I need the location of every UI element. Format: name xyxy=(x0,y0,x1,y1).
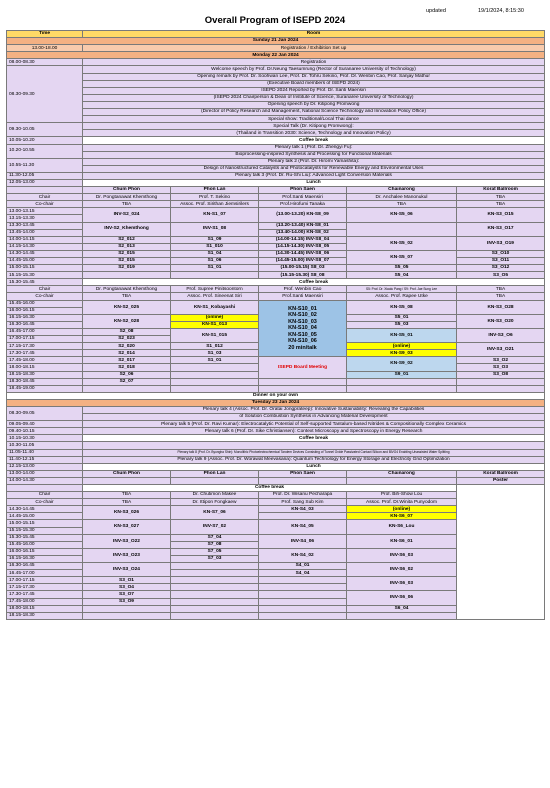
talk-slot: S3_O2 xyxy=(457,357,545,364)
time-cell: 14.00-14.30 xyxy=(7,477,83,484)
talk-slot: INV-S3_O24 xyxy=(83,563,171,577)
talk-duration-note: 20 min/talk xyxy=(288,344,317,351)
talk-slot: S3_O10 xyxy=(457,250,545,257)
online-note: (online) xyxy=(347,506,457,513)
talk-slot: INV-S3_O23 xyxy=(83,548,171,562)
talk-slot: KN-S6_01 xyxy=(347,534,457,548)
talk-slot: S3_O11 xyxy=(457,258,545,265)
time-cell: 18.30-18.45 xyxy=(7,378,83,385)
talk-slot: S2_017 xyxy=(83,357,171,364)
talk-slot: KN-S3_O28 xyxy=(457,300,545,314)
time-cell: 15.30-15.45 xyxy=(7,279,83,286)
plenary-line: Bioprocessing-inspired Synthesis and Processing for Functional Materials xyxy=(83,151,545,158)
time-cell: 16.30-16.45 xyxy=(7,321,83,328)
chair-name: Prof. T. Sekino xyxy=(171,194,259,201)
time-cell: 10.20-10.55 xyxy=(7,144,83,158)
program-table xyxy=(6,30,545,620)
time-cell: 16.45-17.00 xyxy=(7,570,83,577)
talk-slot: S7_04 xyxy=(171,534,259,541)
cochair-name: Assoc. Prof. Dr.Winita Punyodom xyxy=(347,499,457,506)
talk-slot: KN-S10_04 xyxy=(288,325,317,332)
time-cell: 15.00-15.15 xyxy=(7,265,83,272)
room-header: Chum Phon xyxy=(83,187,171,194)
plenary-line: Design of Nanostructured Catalysts and Photocatalysts for Renewable Energy and Environmental Uses xyxy=(83,165,545,172)
talk-slot: S1_06 xyxy=(171,258,259,265)
chair-name: TBA xyxy=(457,194,545,201)
cochair-name: TBA xyxy=(83,293,171,300)
time-cell: 17.30-17.45 xyxy=(7,350,83,357)
event-line: (Executive Board members of ISEPD 2024) xyxy=(83,80,545,87)
time-cell: 16.00-16.15 xyxy=(7,307,83,314)
talk-slot: S3_O7 xyxy=(83,591,171,598)
registration-cell: Registration / Exhibition Set up xyxy=(83,45,545,52)
talk-slot: S2_08 xyxy=(83,328,171,335)
cochair-name: Prof.Santi Maensiri xyxy=(259,293,347,300)
event-line: Welcome speech by Prof. Dr.Neung Taesumrung (Rector of Suranaree University of Technology) xyxy=(83,66,545,73)
talk-slot: KN-S1_015 xyxy=(171,328,259,342)
talk-slot: S6_04 xyxy=(347,605,457,612)
talk-slot: KN-S4_02 xyxy=(259,548,347,562)
event-line: (Thailand in Transition 2030: Science, Technology and Innovation Policy) xyxy=(83,130,545,137)
talk-slot: S2_012 xyxy=(83,236,171,243)
chair-name: Dr. Anchalee Manonukul xyxy=(347,194,457,201)
room-header: Phon Lan xyxy=(171,187,259,194)
talk-slot: KN-S3_O20 xyxy=(457,314,545,328)
cochair-name: TBA xyxy=(457,201,545,208)
talk-slot: KN-S3_O17 xyxy=(457,222,545,236)
time-cell: 11.30-12.05 xyxy=(7,172,83,179)
event-line: Opening speech by Dr. Kitipong Promwong xyxy=(83,101,545,108)
time-cell: 18.15-18.30 xyxy=(7,612,83,619)
time-cell: 17.15-17.30 xyxy=(7,584,83,591)
talk-slot: KN-S9_02 xyxy=(347,357,457,371)
time-cell: 14.15-14.30 xyxy=(7,243,83,250)
chair-label: Chair xyxy=(7,492,83,499)
time-cell: 15.15-15.30 xyxy=(7,527,83,534)
talk-slot: S5_03 xyxy=(347,321,457,328)
talk-slot: INV-S6_03 xyxy=(347,577,457,591)
chair-name: Dr. Chutimon Makee xyxy=(171,492,259,499)
talk-slot: S2_014 xyxy=(83,350,171,357)
cochair-name: TBA xyxy=(347,201,457,208)
talk-slot: (14.15-14.30) INV-S8_05 xyxy=(259,243,347,250)
talk-slot: S5_04 xyxy=(347,272,457,279)
talk-slot: (14.30-14.45) INV-S8_06 xyxy=(259,250,347,257)
page-title: Overall Program of ISEPD 2024 xyxy=(204,15,346,26)
time-cell: 17.45-18.00 xyxy=(7,357,83,364)
day-header: Monday 22 Jan 2024 xyxy=(7,52,545,59)
talk-slot: S2_07 xyxy=(83,378,171,385)
event-line: Special show: Traditional/Local Thai dance xyxy=(83,116,545,123)
cochair-name: Dr. Ittipon Fongkaew xyxy=(171,499,259,506)
time-cell: 09.05-09.40 xyxy=(7,421,83,428)
talk-slot: INV-S2_024 xyxy=(83,208,171,222)
time-cell: 14.45-15.00 xyxy=(7,258,83,265)
chair-name: Prof. Dr. Wisanu Pecharapa xyxy=(259,492,347,499)
talk-slot: KN-S1_013 xyxy=(171,321,259,328)
plenary-line: Plenary talk 9 (Assoc. Prof. Dr. Worawat Meevasana): Quantum Technology for Energy Storage and Electricity Grid Optimization xyxy=(83,456,545,463)
talk-slot: KN-S1_07 xyxy=(171,208,259,222)
plenary-line: Plenary talk 4 (Assoc. Prof. Dr. Oratai Jongprateep): Innovative Sustainability: Revealing the Capabilities xyxy=(83,406,545,413)
talk-slot: (13.00-13.20) KN-S8_09 xyxy=(259,208,347,222)
cochair-name: Prof. Sang Sub Kim xyxy=(259,499,347,506)
talk-slot: INV-S4_06 xyxy=(259,534,347,548)
room-header: Korat Ballroom xyxy=(457,187,545,194)
talk-slot: S2_015 xyxy=(83,250,171,257)
talk-slot: S3_O9 xyxy=(83,598,171,605)
talk-slot: S2_018 xyxy=(83,364,171,371)
talk-slot: S7_03 xyxy=(171,555,259,562)
talk-slot: KN-S1_Kobayashi xyxy=(171,300,259,314)
talk-slot: S2_013 xyxy=(83,243,171,250)
talk-slot: (14.45-15.00) INV-S8_07 xyxy=(259,258,347,265)
plenary-line: Plenary talk 8 (Prof. Dr. Byungha Shin): Monolithic Photoelectrochemical Tandem Devices Consisting of Tunnel Oxide Passivated Contact Silicon and BiVO4 Enabling Unassisted Water Splitting xyxy=(83,449,545,456)
talk-slot: INV-S6_03 xyxy=(347,548,457,562)
event-line: Opening remark by Prof. Dr. Soohwan Lee, Prof. Dr. Tohru Sekino, Prof. Dr. Wenbin Cao, Prof. Sanjay Mathur xyxy=(83,73,545,80)
room-header: Korat Ballroom xyxy=(457,470,545,477)
time-cell: 13.45-14.00 xyxy=(7,229,83,236)
cochair-name: TBA xyxy=(457,293,545,300)
cochair-label: Co-chair xyxy=(7,293,83,300)
plenary-line: of Solution Combustion Synthesis in Advancing Material Development xyxy=(83,414,545,421)
talk-slot: INV-S7_02 xyxy=(171,520,259,534)
poster-session: Poster xyxy=(457,477,545,484)
talk-slot: INV-S1_08 xyxy=(171,222,259,236)
time-cell: 17.00-17.15 xyxy=(7,577,83,584)
time-cell: 15.15-15.30 xyxy=(7,272,83,279)
talk-slot: S2_023 xyxy=(83,336,171,343)
talk-slot: (14.00-14.15) INV-S8_04 xyxy=(259,236,347,243)
board-meeting: ISEPD Board Meeting xyxy=(259,357,347,378)
talk-slot: S2_020 xyxy=(83,343,171,350)
talk-slot: S3_O5 xyxy=(457,272,545,279)
time-cell: 14.30-14.45 xyxy=(7,506,83,513)
time-cell: 12.15-13.00 xyxy=(7,463,83,470)
time-cell: 10.15-10.30 xyxy=(7,435,83,442)
room-header: Chainarong xyxy=(347,470,457,477)
room-header: Chainarong xyxy=(347,187,457,194)
talk-slot: KN-S6_07 xyxy=(347,513,457,520)
day-header: Tuesday 23 Jan 2024 xyxy=(7,399,545,406)
chair-name: Prof. Supree Pinitsoontorn xyxy=(171,286,259,293)
talk-slot: KN-S4_03 xyxy=(259,506,347,513)
time-cell: 18.15-18.30 xyxy=(7,371,83,378)
event-line: ISEPD 2024 Reported by Prof. Dr. Santi Maensiri xyxy=(83,87,545,94)
chair-name: S5: Prof. Dr. Xiaolu Pang / S9: Prof. Jae Sung Lee xyxy=(347,286,457,293)
cochair-name: TBA xyxy=(83,201,171,208)
talk-slot: INV-S3_O6 xyxy=(457,328,545,342)
time-cell: 10.55-11.30 xyxy=(7,158,83,172)
time-cell: 09.40-10.15 xyxy=(7,428,83,435)
plenary-line: Plenary talk 1 (Prof. Dr. Zhengyi Fu): xyxy=(83,144,545,151)
talk-slot: S1_012 xyxy=(171,343,259,350)
chair-name: Dr. Pongtanawat Khemthong xyxy=(83,194,171,201)
time-cell: 10.30-11.05 xyxy=(7,442,83,449)
time-cell: 15.45-16.00 xyxy=(7,541,83,548)
time-cell: 13.00-13.15 xyxy=(7,208,83,215)
time-header: Time xyxy=(7,31,83,38)
talk-slot: KN-S6_Lou xyxy=(347,520,457,534)
time-cell: 13.00-14.00 xyxy=(7,470,83,477)
time-cell: 17.15-17.30 xyxy=(7,343,83,350)
time-cell: 13.30-13.45 xyxy=(7,222,83,229)
talk-slot: KN-S5_06 xyxy=(347,208,457,222)
time-cell: 15.30-15.45 xyxy=(7,534,83,541)
day-header: Sunday 21 Jan 2024 xyxy=(7,38,545,45)
talk-slot: KN-S7_06 xyxy=(171,506,259,520)
registration-cell: Registration xyxy=(83,59,545,66)
plenary-line: Plenary talk 2 (Prof. Dr. Hiromi Yamashita): xyxy=(83,158,545,165)
online-note: (online) xyxy=(171,314,259,321)
online-note: (online) xyxy=(347,343,457,350)
cochair-label: Co-chair xyxy=(7,201,83,208)
talk-slot: KN-S3_O15 xyxy=(457,208,545,222)
cochair-name: TBA xyxy=(83,499,171,506)
talk-slot: S3_O1 xyxy=(83,577,171,584)
time-cell: 09.30-10.05 xyxy=(7,123,83,137)
talk-slot: S2_06 xyxy=(83,371,171,378)
talk-slot: S1_01 xyxy=(171,265,259,272)
time-cell: 16.15-16.30 xyxy=(7,555,83,562)
time-cell: 17.00-17.15 xyxy=(7,336,83,343)
room-header: Phon Saen xyxy=(259,187,347,194)
time-cell: 14.30-14.45 xyxy=(7,250,83,257)
talk-slot: KN-S4_05 xyxy=(259,520,347,534)
chair-label: Chair xyxy=(7,286,83,293)
updated-timestamp: 19/1/2024, 8:15:30 xyxy=(478,8,524,14)
time-cell: 14.00-14.15 xyxy=(7,236,83,243)
talk-slot: S1_09 xyxy=(171,236,259,243)
talk-slot: INV-S3_O19 xyxy=(457,236,545,250)
plenary-line: Plenary talk 3 (Prof. Dr. Ru-Shi Liu): Advanced Light Conversion Materials xyxy=(83,172,545,179)
room-header: Room xyxy=(83,31,545,38)
time-cell: 15.45-16.00 xyxy=(7,300,83,307)
lunch-cell: Lunch xyxy=(83,179,545,186)
chair-name: Dr. Pongtanawat Khemthong xyxy=(83,286,171,293)
cochair-name: Assoc. Prof. Sineenat Siri xyxy=(171,293,259,300)
time-cell: 17.30-17.45 xyxy=(7,591,83,598)
talk-slot: KN-S10_06 xyxy=(288,338,317,345)
chair-name: TBA xyxy=(457,286,545,293)
talk-slot: KN-S10_02 xyxy=(288,312,317,319)
time-cell: 13.00-18.00 xyxy=(7,45,83,52)
talk-slot: INV-S6_06 xyxy=(347,591,457,605)
chair-name: Prof.Santi Maensiri xyxy=(259,194,347,201)
talk-slot: S1_04 xyxy=(171,250,259,257)
talk-slot: KN-S10_01 xyxy=(288,305,317,312)
dinner-note: Dinner on your own xyxy=(7,392,545,399)
event-line: Special Talk (Dr. Kitipong Promwong): xyxy=(83,123,545,130)
lunch-cell: Lunch xyxy=(83,463,545,470)
talk-slot: S4_04 xyxy=(259,570,347,577)
room-header: Chum Phon xyxy=(83,470,171,477)
chair-name: Prof. Bih-Show Lou xyxy=(347,492,457,499)
talk-slot: S3_O4 xyxy=(83,584,171,591)
talk-slot: S2_019 xyxy=(83,265,171,272)
talk-slot: KN-S9_03 xyxy=(347,350,457,357)
event-line: (Director of Policy Research and Management, National Science Technology and Innovation Policy Office) xyxy=(83,109,545,116)
talk-slot: S3_O3 xyxy=(457,364,545,371)
chair-name: TBA xyxy=(83,492,171,499)
time-cell: 08.30-09.30 xyxy=(7,66,83,123)
talk-slot: (13.20-13.40) KN-S8_01 xyxy=(259,222,347,229)
time-cell: 12.05-13.00 xyxy=(7,179,83,186)
time-cell: 10.05-10.20 xyxy=(7,137,83,144)
event-line: (ISEPD 2024 Chairperson & Dean of Institute of Science, Suranaree University of Technology) xyxy=(83,94,545,101)
chair-name: Prof. Wenbin Cao xyxy=(259,286,347,293)
talk-slot: INV-S3_O22 xyxy=(83,534,171,548)
time-cell: 16.00-16.15 xyxy=(7,548,83,555)
talk-slot: INV-S3_O21 xyxy=(457,343,545,357)
time-cell: 18.00-18.15 xyxy=(7,605,83,612)
talk-slot: S5_05 xyxy=(347,265,457,272)
talk-slot: KN-S5_07 xyxy=(347,250,457,264)
talk-slot: INV-S2_Khemthong xyxy=(83,222,171,236)
room-header: Phon Lan xyxy=(171,470,259,477)
time-cell: 08.00-08.30 xyxy=(7,59,83,66)
talk-slot: S3_O12 xyxy=(457,265,545,272)
time-cell: 18.45-19.00 xyxy=(7,385,83,392)
time-cell: 13.15-13.30 xyxy=(7,215,83,222)
cochair-name: Assoc. Prof. Rapee Utke xyxy=(347,293,457,300)
talk-slot: S1_010 xyxy=(171,243,259,250)
updated-label: updated xyxy=(426,8,446,14)
talk-slot: (13.40-14.00) KN-S8_02 xyxy=(259,229,347,236)
talk-slot: S7_05 xyxy=(171,548,259,555)
room-header: Phon Saen xyxy=(259,470,347,477)
time-cell: 18.00-18.15 xyxy=(7,364,83,371)
talk-slot: KN-S5_08 xyxy=(347,300,457,314)
talk-slot: (15.00-15.15) S8_03 xyxy=(259,265,347,272)
talk-slot: INV-S6_02 xyxy=(347,563,457,577)
talk-slot: KN-S2_028 xyxy=(83,314,171,328)
talk-slot: S5_01 xyxy=(347,314,457,321)
time-cell: 16.30-16.45 xyxy=(7,563,83,570)
talk-slot: KN-S5_02 xyxy=(347,236,457,250)
time-cell: 16.45-17.00 xyxy=(7,328,83,335)
talk-slot: KN-S3_027 xyxy=(83,520,171,534)
talk-slot: S2_015 xyxy=(83,258,171,265)
coffee-break: Coffee break xyxy=(83,137,545,144)
cochair-name: Prof.Hirofumi Tanaka xyxy=(259,201,347,208)
time-cell: 16.15-16.30 xyxy=(7,314,83,321)
talk-slot: KN-S10_05 xyxy=(288,331,317,338)
talk-slot: S1_01 xyxy=(171,357,259,364)
talk-slot: KN-S10_03 xyxy=(288,318,317,325)
time-cell: 14.45-15.00 xyxy=(7,513,83,520)
talk-slot: S7_08 xyxy=(171,541,259,548)
talk-slot: KN-S2_025 xyxy=(83,300,171,314)
time-cell: 15.00-15.15 xyxy=(7,520,83,527)
cochair-name: Assoc. Prof. Sirithan Jiemsirilers xyxy=(171,201,259,208)
cochair-label: Co-chair xyxy=(7,499,83,506)
time-cell: 17.45-18.00 xyxy=(7,598,83,605)
s10-keynote-block xyxy=(259,300,347,357)
talk-slot: S4_01 xyxy=(259,563,347,570)
time-cell: 11.05-11.40 xyxy=(7,449,83,456)
coffee-break: Coffee break xyxy=(83,279,545,286)
talk-slot: S9_01 xyxy=(347,371,457,378)
talk-slot: KN-S3_026 xyxy=(83,506,171,520)
plenary-line: Plenary talk 5 (Prof. Dr. Ravi Kumar): Electrocatalytic Potential of Self-supported Tantalum-based Nitrides & Compositionally Complex Ceramics xyxy=(83,421,545,428)
chair-label: Chair xyxy=(7,194,83,201)
time-cell: 11.40-12.15 xyxy=(7,456,83,463)
talk-slot: S3_O8 xyxy=(457,371,545,378)
talk-slot: KN-S5_01 xyxy=(347,328,457,342)
time-cell: 08.30-09.05 xyxy=(7,406,83,420)
talk-slot: (15.15-15.30) S8_08 xyxy=(259,272,347,279)
plenary-line: Plenary talk 6 (Prof. Dr. Sike Christiansen): Context Microscopy and Spectroscopy in Energy Research xyxy=(83,428,545,435)
talk-slot: S1_03 xyxy=(171,350,259,357)
coffee-break: Coffee break xyxy=(83,485,457,492)
coffee-break: Coffee break xyxy=(83,435,545,442)
